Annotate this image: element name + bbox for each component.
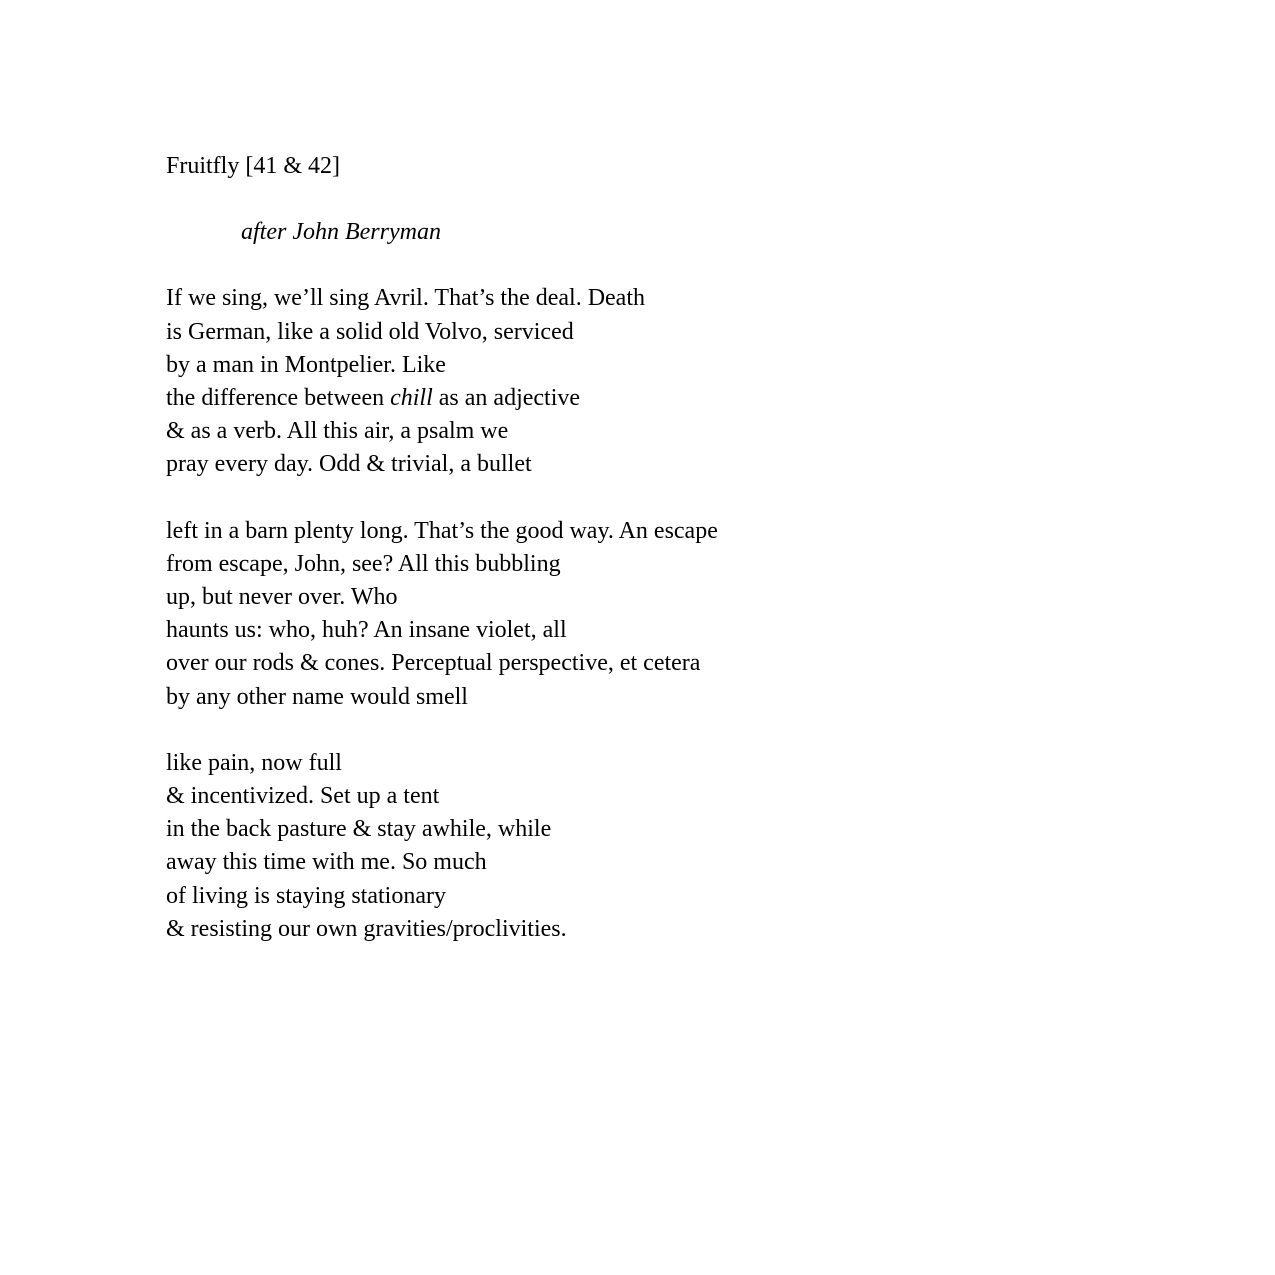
poem-line: haunts us: who, huh? An insane violet, all bbox=[166, 617, 567, 644]
poem-line: like pain, now full bbox=[166, 749, 342, 776]
poem-line: & as a verb. All this air, a psalm we bbox=[166, 418, 509, 445]
poem-page bbox=[166, 150, 1166, 946]
stanza-3 bbox=[166, 747, 1166, 946]
italic-word: chill bbox=[390, 385, 433, 412]
stanza-1 bbox=[166, 282, 1166, 481]
poem-title: Fruitfly [41 & 42] bbox=[166, 153, 340, 179]
poem-line: in the back pasture & stay awhile, while bbox=[166, 816, 552, 843]
poem-line: pray every day. Odd & trivial, a bullet bbox=[166, 451, 532, 478]
line-text: as an adjective bbox=[432, 385, 581, 412]
poem-line: up, but never over. Who bbox=[166, 584, 398, 611]
poem-dedication: after John Berryman bbox=[241, 219, 441, 246]
poem-line: left in a barn plenty long. That’s the good way. An escape bbox=[166, 517, 718, 544]
poem-line: over our rods & cones. Perceptual perspective, et cetera bbox=[166, 650, 701, 677]
poem-line: of living is staying stationary bbox=[166, 882, 446, 909]
poem-line: away this time with me. So much bbox=[166, 849, 487, 876]
poem-line: If we sing, we’ll sing Avril. That’s the deal. Death bbox=[166, 285, 646, 312]
poem-line: by a man in Montpelier. Like bbox=[166, 351, 446, 378]
line-text: the difference between bbox=[166, 385, 391, 412]
stanza-2 bbox=[166, 515, 1166, 714]
poem-line bbox=[166, 382, 1166, 415]
poem-line: & resisting our own gravities/proclivities. bbox=[166, 915, 567, 942]
poem-line: is German, like a solid old Volvo, serviced bbox=[166, 318, 574, 345]
poem-line: by any other name would smell bbox=[166, 683, 468, 710]
poem-line: & incentivized. Set up a tent bbox=[166, 783, 440, 810]
poem-line: from escape, John, see? All this bubbling bbox=[166, 550, 561, 577]
